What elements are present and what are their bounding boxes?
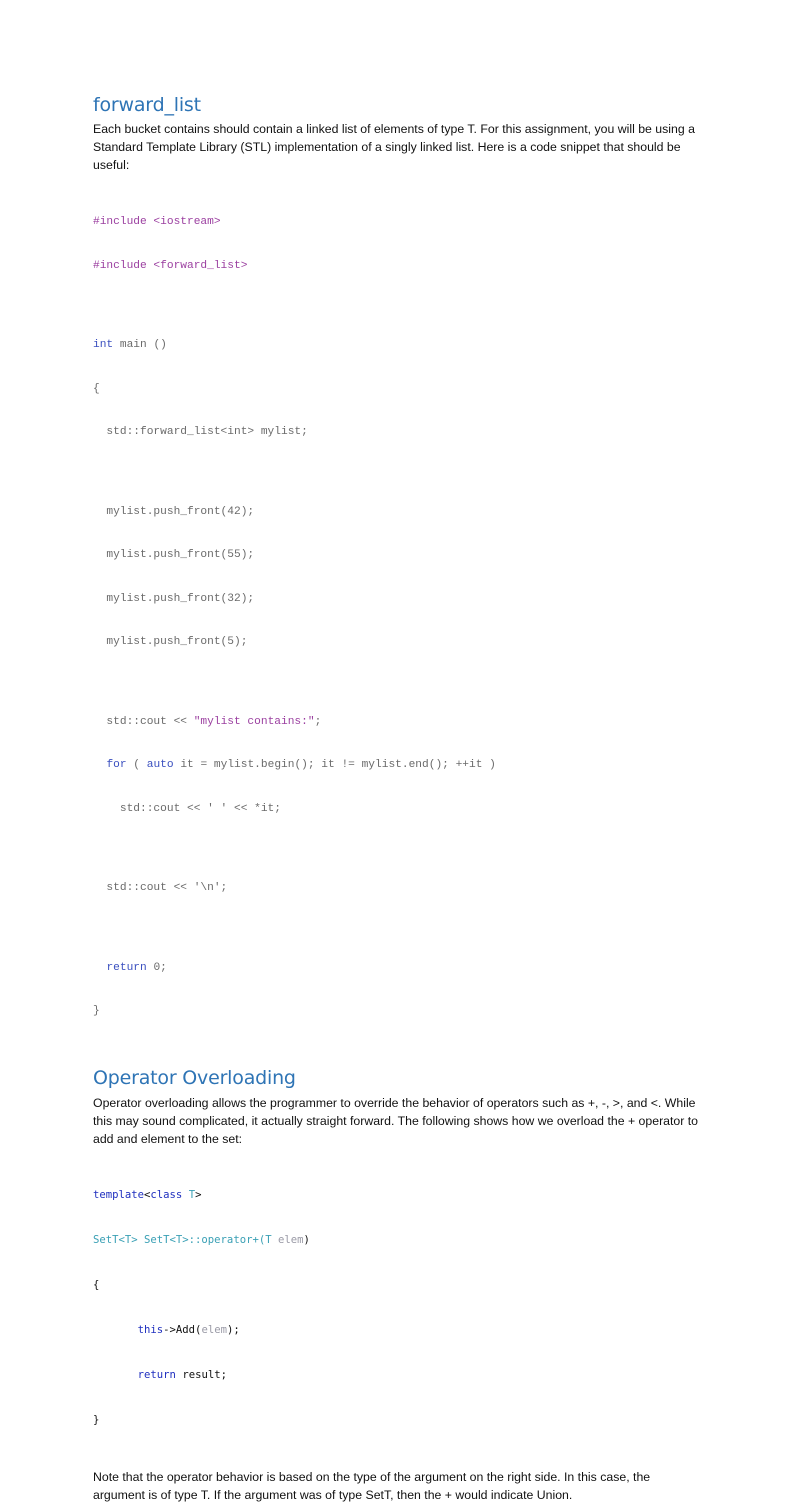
code-text: ->Add(	[163, 1323, 202, 1336]
document-page	[93, 92, 703, 1504]
paragraph-note: Note that the operator behavior is based on the type of the argument on the right side. In this case, the argument is of type T. If the argument was of type SetT, then the + would indicate Union.	[93, 1469, 651, 1502]
code-text: );	[226, 1323, 240, 1336]
code-keyword: class	[150, 1188, 183, 1201]
code-block-operator-overloading	[93, 1158, 703, 1458]
code-line-include-forward-list: #include <forward_list>	[93, 259, 248, 272]
code-text: <	[144, 1188, 151, 1201]
code-block-forward-list	[93, 186, 703, 1048]
code-type: T	[265, 1233, 272, 1246]
code-line-open-brace: {	[93, 382, 100, 395]
code-type: SetT<T> SetT<T>::operator+(	[93, 1233, 266, 1246]
code-keyword: template	[93, 1188, 145, 1201]
code-type: T	[182, 1188, 196, 1201]
code-param: elem	[271, 1233, 304, 1246]
paragraph-forward-list: Each bucket contains should contain a linked list of elements of type T. For this assignment, you will be using a Standard Template Library (STL) implementation of a singly linked list. Here is a code snippet that should be useful:	[93, 122, 695, 172]
code-line-return	[93, 961, 703, 976]
code-indent	[93, 759, 106, 771]
code-text: 0;	[146, 961, 167, 974]
heading-operator-overloading: Operator Overloading	[93, 1066, 296, 1089]
code-line-main	[93, 338, 703, 353]
code-line-push-front: mylist.push_front(32);	[93, 592, 255, 605]
code-indent	[93, 1324, 138, 1336]
code-indent	[93, 1369, 138, 1381]
code-text: main ()	[113, 339, 167, 351]
paragraph-operator-overloading: Operator overloading allows the programmer to override the behavior of operators such as +, -, >, and <. While this may sound complicated, it actually straight forward. The following shows how we overload the + operator to add and element to the set:	[93, 1095, 699, 1146]
code-line-close-brace: }	[93, 1413, 100, 1426]
code-line-signature	[93, 1233, 703, 1248]
heading-forward-list: forward_list	[93, 94, 201, 116]
code-line-for-loop	[93, 758, 703, 773]
code-text: it = mylist.begin(); it != mylist.end(); ++it )	[173, 759, 496, 771]
code-line-push-front: mylist.push_front(55);	[93, 549, 255, 561]
code-line-cout-header	[93, 715, 703, 730]
code-line-add	[93, 1323, 703, 1338]
code-keyword: auto	[146, 759, 174, 771]
code-line-push-front: mylist.push_front(5);	[93, 636, 248, 648]
code-line-loop-body: std::cout << ' ' << *it;	[93, 802, 281, 815]
code-text: )	[303, 1233, 310, 1246]
code-keyword: int	[93, 339, 114, 351]
code-line-include-iostream: #include <iostream>	[93, 216, 221, 228]
code-text: (	[126, 759, 147, 771]
code-keyword: this	[137, 1323, 164, 1336]
code-line-push-front: mylist.push_front(42);	[93, 505, 255, 518]
code-string: "mylist contains:"	[193, 715, 315, 728]
code-text: result;	[175, 1368, 227, 1381]
code-line-template	[93, 1188, 703, 1203]
code-line-return	[93, 1368, 703, 1383]
code-keyword: return	[137, 1368, 176, 1381]
code-line-close-brace: }	[93, 1005, 100, 1017]
code-keyword: for	[106, 759, 127, 771]
code-text: std::cout <<	[93, 715, 194, 728]
code-text: >	[195, 1188, 202, 1201]
code-param: elem	[201, 1323, 227, 1336]
code-line-cout-newline: std::cout << '\n';	[93, 882, 228, 894]
code-text: ;	[314, 715, 322, 728]
code-indent	[93, 962, 106, 974]
code-line-open-brace: {	[93, 1278, 100, 1291]
code-line-declaration: std::forward_list<int> mylist;	[93, 426, 308, 438]
code-keyword: return	[106, 961, 147, 974]
